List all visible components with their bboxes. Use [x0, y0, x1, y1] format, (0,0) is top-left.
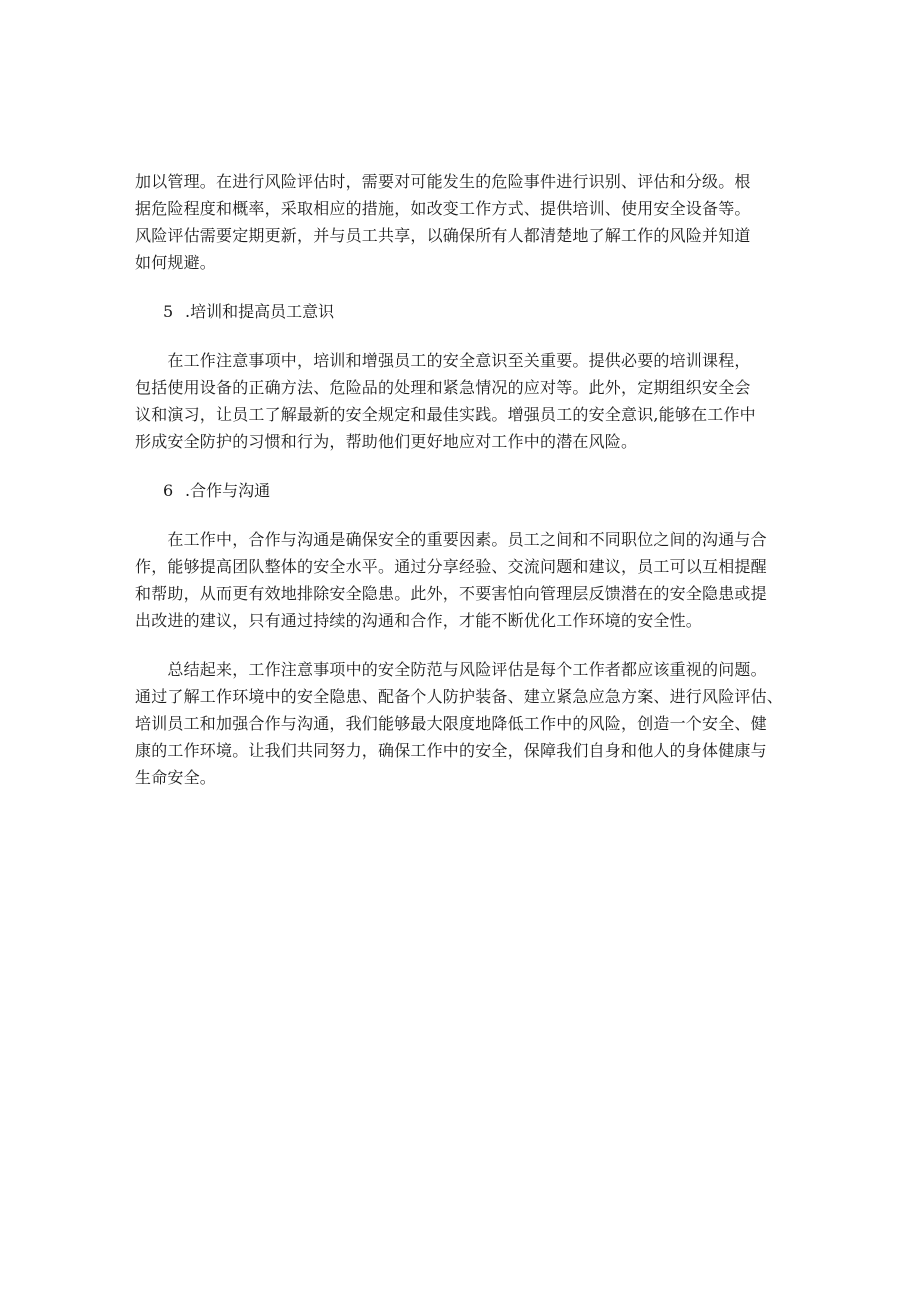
section-number: 6 — [163, 481, 174, 500]
section-title: .合作与沟通 — [185, 481, 271, 500]
text-line: 作，能够提高团队整体的安全水平。通过分享经验、交流问题和建议，员工可以互相提醒 — [135, 557, 767, 576]
section-heading-5 — [135, 298, 795, 325]
text-line: 生命安全。 — [135, 768, 217, 787]
text-line: 加以管理。在进行风险评估时，需要对可能发生的危险事件进行识别、评估和分级。根 — [135, 172, 751, 191]
text-line: 据危险程度和概率，采取相应的措施，如改变工作方式、提供培训、使用安全设备等。 — [135, 199, 751, 218]
paragraph-cooperation — [135, 526, 795, 634]
section-number: 5 — [163, 302, 174, 321]
text-line: 总结起来，工作注意事项中的安全防范与风险评估是每个工作者都应该重视的问题。 — [135, 660, 767, 679]
text-line: 培训员工和加强合作与沟通，我们能够最大限度地降低工作中的风险，创造一个安全、健 — [135, 714, 767, 733]
text-line: 风险评估需要定期更新，并与员工共享，以确保所有人都清楚地了解工作的风险并知道 — [135, 226, 751, 245]
text-line: 和帮助，从而更有效地排除安全隐患。此外，不要害怕向管理层反馈潜在的安全隐患或提 — [135, 584, 767, 603]
paragraph-training — [135, 347, 795, 455]
text-line: 包括使用设备的正确方法、危险品的处理和紧急情况的应对等。此外，定期组织安全会 — [135, 378, 751, 397]
text-line: 通过了解工作环境中的安全隐患、配备个人防护装备、建立紧急应急方案、进行风险评估、 — [135, 687, 784, 706]
paragraph-risk-assessment — [135, 168, 795, 276]
document-body — [135, 168, 795, 813]
text-line: 形成安全防护的习惯和行为，帮助他们更好地应对工作中的潜在风险。 — [135, 432, 638, 451]
section-title: .培训和提高员工意识 — [185, 302, 335, 321]
section-heading-6 — [135, 477, 795, 504]
text-line: 议和演习，让员工了解最新的安全规定和最佳实践。增强员工的安全意识,能够在工作中 — [135, 405, 756, 424]
text-line: 在工作中，合作与沟通是确保安全的重要因素。员工之间和不同职位之间的沟通与合 — [135, 530, 767, 549]
text-line: 在工作注意事项中，培训和增强员工的安全意识至关重要。提供必要的培训课程， — [135, 351, 751, 370]
text-line: 康的工作环境。让我们共同努力，确保工作中的安全，保障我们自身和他人的身体健康与 — [135, 741, 767, 760]
paragraph-summary — [135, 656, 795, 791]
text-line: 出改进的建议，只有通过持续的沟通和合作，才能不断优化工作环境的安全性。 — [135, 611, 703, 630]
text-line: 如何规避。 — [135, 253, 217, 272]
